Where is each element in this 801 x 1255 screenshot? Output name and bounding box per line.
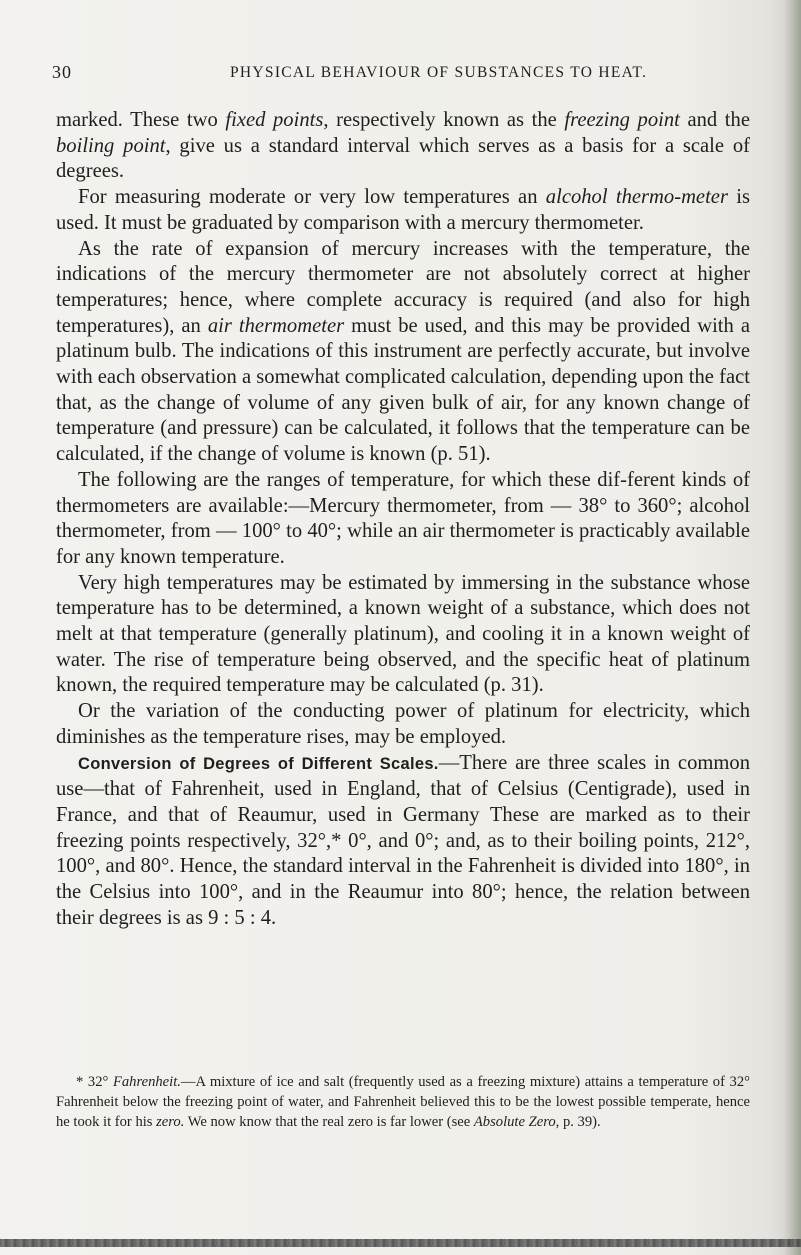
- text-run: For measuring moderate or very low temperatures an: [78, 186, 546, 209]
- italic-text: air thermometer: [207, 314, 345, 337]
- text-run: Very high temperatures may be estimated by immersing in the substance whose temperature has to be determined, a known weight of a substance, which does not melt at that temperature (generally platinum), and cooling it in a known weight of water. The rise of temperature being observed, and the specific heat of platinum known, the required temperature may be calculated (p. 31).: [56, 571, 750, 697]
- paragraph: [56, 571, 750, 700]
- paragraph: [56, 751, 750, 932]
- italic-text: alcohol thermo-meter: [545, 186, 728, 209]
- text-run: * 32°: [76, 1074, 113, 1090]
- text-run: We now know that the real zero is far lower (see: [184, 1114, 474, 1130]
- page-number: 30: [52, 62, 72, 82]
- running-head: PHYSICAL BEHAVIOUR OF SUBSTANCES TO HEAT.: [230, 64, 648, 81]
- page-edge-shadow: [783, 0, 801, 1255]
- italic-text: boiling point: [56, 134, 166, 157]
- page-bottom-edge: [0, 1239, 801, 1247]
- page-header: [52, 62, 752, 86]
- text-run: The following are the ranges of temperature, for which these dif-ferent kinds of thermometers are available:—Mercury thermometer, from — 38° to 360°; alcohol thermometer, from — 100° to 40°; while an air thermometer is practicably available for any known temperature.: [56, 468, 750, 568]
- text-run: , respectively known as the: [323, 109, 565, 131]
- text-run: marked. These two: [56, 109, 226, 131]
- text-run: , give us a standard interval which serves as a basis for a scale of degrees.: [56, 134, 750, 183]
- body-text: [56, 108, 750, 932]
- paragraph: [56, 237, 750, 468]
- paragraph: [56, 468, 750, 571]
- text-run: and the: [679, 109, 750, 131]
- paragraph: [56, 108, 750, 185]
- footnote: [56, 1072, 750, 1132]
- text-run: Or the variation of the conducting power of platinum for electricity, which diminishes as the temperature rises, may be employed.: [56, 700, 750, 748]
- text-run: As the rate of expansion of mercury increases with the temperature, the indications of the mercury thermometer are not absolutely correct at higher temperatures; hence, where complete accuracy is required (and also for high temperatures), an: [56, 237, 750, 337]
- italic-text: Absolute Zero: [473, 1114, 556, 1130]
- text-run: —A mixture of ice and salt (frequently used as a freezing mixture) attains a temperature of 32° Fahrenheit below the freezing point of water, and Fahrenheit believed this to be the lowest possible temperate, hence he took it for his: [56, 1074, 750, 1130]
- footnote-paragraph: [56, 1072, 750, 1132]
- italic-text: freezing point: [564, 109, 680, 131]
- text-run: is used. It must be graduated by comparison with a mercury thermometer.: [56, 186, 750, 234]
- paragraph: [56, 699, 750, 750]
- section-runin-heading: Conversion of Degrees of Different Scales.: [78, 754, 439, 773]
- italic-text: zero.: [156, 1114, 185, 1130]
- italic-text: Fahrenheit.: [112, 1074, 181, 1090]
- text-run: must be used, and this may be provided with a platinum bulb. The indications of this instrument are perfectly accurate, but involve with each observation a somewhat complicated calculation, depending upon the fact that, as the change of volume of any given bulk of air, for any known change of temperature (and pressure) can be calculated, it follows that the temperature can be calculated, if the change of volume is known (p. 51).: [56, 314, 750, 466]
- italic-text: fixed points: [225, 109, 324, 131]
- text-run: —There are three scales in common use—that of Fahrenheit, used in England, that of Celsius (Centigrade), used in France, and that of Reaumur, used in Germany These are marked as to their freezing points respectively, 32°,* 0°, and 0°; and, as to their boiling points, 212°, 100°, and 80°. Hence, the standard interval in the Fahrenheit is divided into 180°, in the Celsius into 100°, and in the Reaumur into 80°; hence, the relation between their degrees is as 9 : 5 : 4.: [56, 751, 750, 929]
- paragraph: [56, 185, 750, 236]
- text-run: , p. 39).: [555, 1114, 601, 1130]
